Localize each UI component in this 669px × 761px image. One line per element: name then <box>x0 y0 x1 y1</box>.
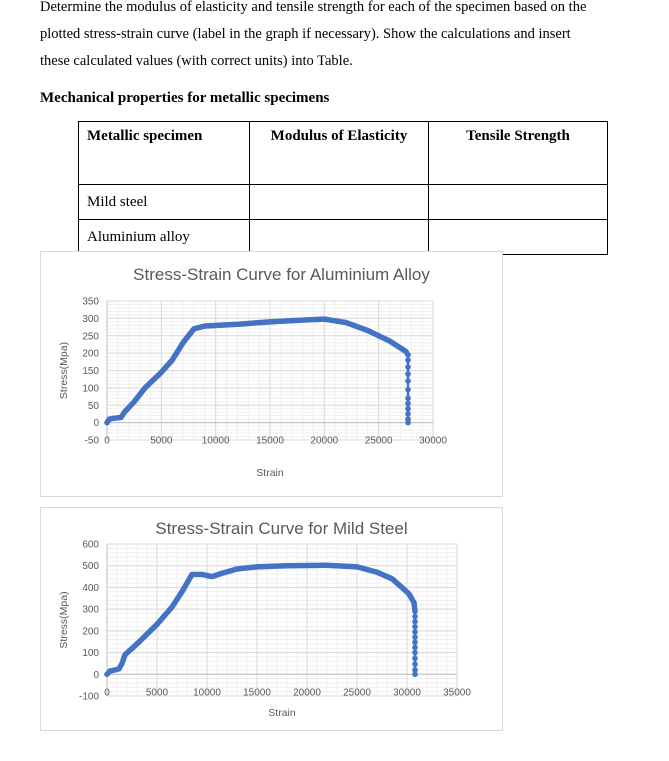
data-point <box>412 624 418 630</box>
x-tick-label: 25000 <box>364 435 393 447</box>
cell-specimen: Aluminium alloy <box>79 220 250 255</box>
instruction-line-3: these calculated values (with correct units) into Table. <box>40 53 353 69</box>
data-point <box>405 378 411 384</box>
data-point <box>405 387 411 393</box>
properties-table <box>78 121 608 255</box>
data-point <box>412 645 418 651</box>
x-tick-label: 0 <box>104 687 110 699</box>
y-tick-label: 200 <box>82 348 99 360</box>
y-tick-label: 600 <box>82 539 99 551</box>
data-point <box>412 619 418 625</box>
x-tick-label: 5000 <box>150 435 173 447</box>
cell-modulus[interactable] <box>250 220 429 255</box>
header-modulus: Modulus of Elasticity <box>250 122 429 185</box>
data-point <box>412 639 418 645</box>
cell-tensile[interactable] <box>429 185 608 220</box>
y-tick-label: 500 <box>82 561 99 573</box>
x-tick-label: 30000 <box>393 687 421 699</box>
table-row <box>79 185 608 220</box>
y-tick-label: -100 <box>78 691 99 703</box>
x-tick-label: 30000 <box>419 435 447 447</box>
y-axis-title: Stress(Mpa) <box>58 341 70 400</box>
data-point <box>412 609 418 615</box>
data-point <box>405 364 411 370</box>
table-row <box>79 220 608 255</box>
y-tick-label: 50 <box>87 400 99 412</box>
data-point <box>405 352 411 358</box>
table-header-row <box>79 122 608 185</box>
y-tick-label: 250 <box>82 331 99 343</box>
data-point <box>412 614 418 620</box>
y-tick-label: 0 <box>93 669 99 681</box>
data-point <box>405 371 411 377</box>
data-point <box>412 650 418 656</box>
cell-specimen: Mild steel <box>79 185 250 220</box>
cell-tensile[interactable] <box>429 220 608 255</box>
data-point <box>405 411 411 417</box>
data-point <box>412 634 418 640</box>
x-tick-label: 15000 <box>243 687 271 699</box>
y-tick-label: 100 <box>82 648 99 660</box>
data-point <box>412 661 418 667</box>
series-line <box>107 565 415 674</box>
y-tick-label: 150 <box>82 366 99 377</box>
data-point <box>405 420 411 426</box>
x-tick-label: 15000 <box>256 435 284 447</box>
x-tick-label: 20000 <box>310 435 339 447</box>
y-tick-label: -50 <box>84 435 99 447</box>
x-tick-label: 25000 <box>343 687 371 699</box>
y-tick-label: 400 <box>82 582 99 594</box>
x-tick-label: 5000 <box>145 687 169 699</box>
cell-modulus[interactable] <box>250 185 429 220</box>
x-tick-label: 10000 <box>201 435 230 447</box>
header-specimen: Metallic specimen <box>79 122 250 185</box>
data-point <box>412 629 418 635</box>
data-point <box>405 396 411 402</box>
y-axis-title: Stress(Mpa) <box>58 591 70 649</box>
aluminium-chart-svg <box>41 252 502 496</box>
aluminium-chart <box>40 251 503 497</box>
y-tick-label: 350 <box>82 296 99 308</box>
y-tick-label: 200 <box>82 626 99 638</box>
mild-steel-chart <box>40 507 503 731</box>
instruction-line-2: plotted stress-strain curve (label in the graph if necessary). Show the calculations and insert <box>40 26 571 42</box>
x-tick-label: 20000 <box>293 687 321 699</box>
header-tensile: Tensile Strength <box>429 122 608 185</box>
y-tick-label: 300 <box>82 313 99 325</box>
data-point <box>412 671 418 677</box>
x-axis-title: Strain <box>256 467 284 479</box>
y-tick-label: 100 <box>82 383 99 395</box>
chart-title: Stress-Strain Curve for Aluminium Alloy <box>133 265 430 284</box>
y-tick-label: 300 <box>82 604 99 616</box>
table-caption: Mechanical properties for metallic specimens <box>40 90 330 106</box>
data-point <box>405 357 411 363</box>
chart-title: Stress-Strain Curve for Mild Steel <box>155 519 408 538</box>
y-tick-label: 0 <box>93 418 99 430</box>
data-point <box>412 656 418 662</box>
data-point <box>405 401 411 407</box>
mild-steel-chart-svg <box>41 508 502 730</box>
x-tick-label: 35000 <box>443 687 471 699</box>
x-tick-label: 0 <box>104 435 110 447</box>
x-axis-title: Strain <box>268 707 296 719</box>
x-tick-label: 10000 <box>193 687 221 699</box>
instruction-line-1: Determine the modulus of elasticity and tensile strength for each of the specimen based on the <box>40 0 587 15</box>
data-point <box>405 406 411 412</box>
